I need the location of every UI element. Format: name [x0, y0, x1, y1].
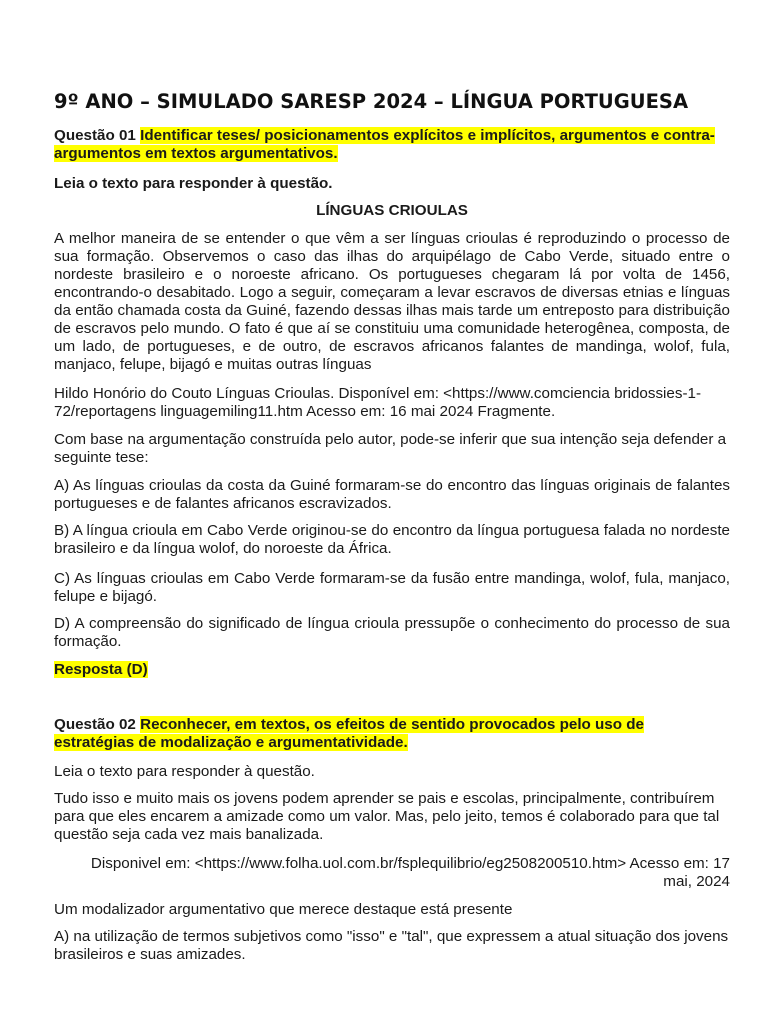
question-1-option-a: A) As línguas crioulas da costa da Guiné formaram-se do encontro das línguas originais de falantes portugueses e de falantes africanos escravizados.	[54, 477, 730, 512]
question-1-label: Questão 01	[54, 127, 136, 144]
page-title: 9º ANO – SIMULADO SARESP 2024 – LÍNGUA PORTUGUESA	[54, 90, 689, 113]
question-2-source-line-2: mai, 2024	[663, 873, 730, 890]
question-2-skill-line-1: Reconhecer, em textos, os efeitos de sentido provocados pelo uso de	[140, 716, 644, 733]
question-1-skill: Identificar teses/ posicionamentos explícitos e implícitos, argumentos e contra-argumentos em textos argumentativos.	[54, 127, 715, 162]
question-2-text: Tudo isso e muito mais os jovens podem aprender se pais e escolas, principalmente, contribuírem para que eles encarem a amizade como um valor. Mas, pelo jeito, temos é colaborado para que tal questão seja cada vez mais banalizada.	[54, 790, 720, 843]
text-title: LÍNGUAS CRIOULAS	[316, 202, 468, 219]
question-2-header	[54, 716, 730, 752]
question-1-prompt: Com base na argumentação construída pelo autor, pode-se inferir que sua intenção seja defender a seguinte tese:	[54, 431, 727, 466]
question-1-option-d: D) A compreensão do significado de língua crioula pressupõe o conhecimento do processo de sua formação.	[54, 615, 730, 650]
question-1-source: Hildo Honório do Couto Línguas Crioulas. Disponível em: <https://www.comciencia bridossies-1-72/reportagens linguagemiling11.htm Acesso em: 16 mai 2024 Fragmente.	[54, 385, 702, 420]
question-2-skill-line-2: estratégias de modalização e argumentatividade.	[54, 734, 408, 751]
question-2-source-line-1: Disponivel em: <https://www.folha.uol.com.br/fsplequilibrio/eg2508200510.htm> Acesso em: 17	[90, 855, 730, 872]
question-2-label: Questão 02	[54, 716, 136, 733]
question-1-option-b: B) A língua crioula em Cabo Verde originou-se do encontro da língua portuguesa falada no nordeste brasileiro e da língua wolof, do noroeste da África.	[54, 522, 730, 557]
question-2-option-a: A) na utilização de termos subjetivos como "isso" e "tal", que expressem a atual situação dos jovens brasileiros e suas amizades.	[54, 928, 729, 963]
answer-highlight: Resposta (D)	[54, 661, 148, 678]
question-1-answer	[54, 661, 730, 679]
question-2-source	[54, 855, 730, 891]
question-1-option-c: C) As línguas crioulas em Cabo Verde formaram-se da fusão entre mandinga, wolof, fula, manjaco, felupe e bijagó.	[54, 570, 730, 605]
question-1-text: A melhor maneira de se entender o que vêm a ser línguas crioulas é reproduzindo o processo de sua formação. Observemos o caso das ilhas do arquipélago de Cabo Verde, situado entre o nordeste brasileiro e o noroeste africano. Os portugueses chegaram lá por volta de 1456, encontrando-o desabitado. Logo a seguir, começaram a levar escravos de diversas etnias e línguas da então chamada costa da Guiné, fazendo dessas ilhas mais tarde um entreposto para distribuição de escravos pelo mundo. O fato é que aí se constituiu uma comunidade heterogênea, composta, de um lado, de portugueses, e de outro, de escravos africanos falantes de mandinga, wolof, fula, manjaco, felupe, bijagó e muitas outras línguas	[54, 230, 730, 373]
question-2-instruction: Leia o texto para responder à questão.	[54, 763, 315, 780]
question-1-instruction: Leia o texto para responder à questão.	[54, 175, 333, 192]
question-1-header	[54, 127, 730, 163]
question-2-prompt: Um modalizador argumentativo que merece destaque está presente	[54, 901, 513, 918]
